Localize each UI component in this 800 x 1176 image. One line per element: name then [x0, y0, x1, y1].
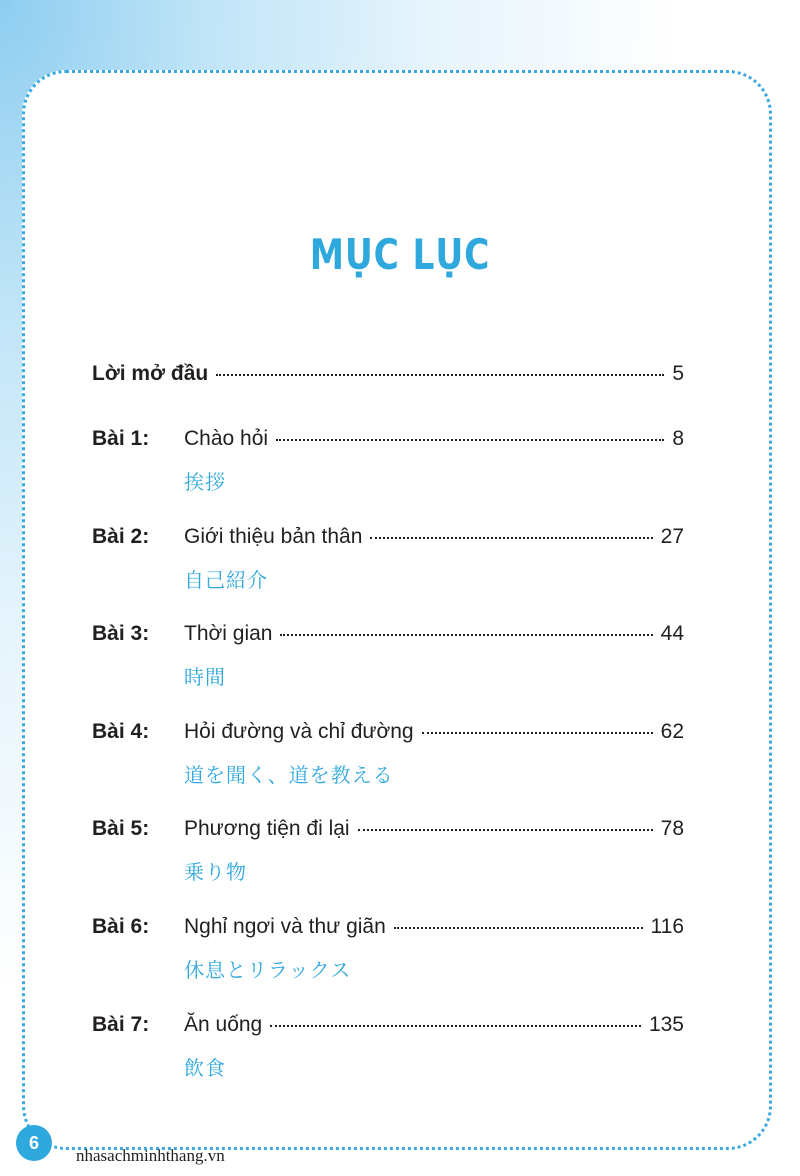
toc-row-lesson-1[interactable]: [92, 427, 684, 451]
lesson-title: Thời gian: [184, 622, 273, 645]
lesson-label: Bài 1:: [92, 427, 150, 450]
lesson-title: Nghỉ ngơi và thư giãn: [184, 915, 386, 938]
lesson-page: 27: [660, 525, 684, 548]
page-number-badge: 6: [16, 1125, 52, 1161]
lesson-title: Giới thiệu bản thân: [184, 525, 363, 548]
toc-intro-page: 5: [672, 362, 684, 385]
website-footer: nhasachminhthang.vn: [76, 1146, 225, 1165]
toc-leader-dots: [422, 732, 653, 734]
lesson-page: 78: [660, 817, 684, 840]
toc-leader-dots: [270, 1025, 641, 1027]
toc-row-lesson-3[interactable]: [92, 622, 684, 646]
lesson-japanese-title: 挨拶: [184, 470, 226, 494]
lesson-page: 62: [660, 720, 684, 743]
lesson-label: Bài 6:: [92, 915, 150, 938]
lesson-title: Phương tiện đi lại: [184, 817, 350, 840]
lesson-label: Bài 5:: [92, 817, 150, 840]
lesson-japanese-title: 飲食: [184, 1056, 226, 1080]
toc-row-lesson-7[interactable]: [92, 1013, 684, 1037]
toc-leader-dots: [276, 439, 664, 441]
lesson-title: Hỏi đường và chỉ đường: [184, 720, 414, 743]
toc-leader-dots: [370, 537, 652, 539]
toc-row-lesson-4[interactable]: [92, 720, 684, 744]
page-title: MỤC LỤC: [309, 230, 491, 279]
lesson-page: 116: [650, 915, 684, 938]
toc-row-lesson-5[interactable]: [92, 817, 684, 841]
lesson-label: Bài 4:: [92, 720, 150, 743]
toc-intro-label: Lời mở đầu: [92, 362, 209, 385]
lesson-label: Bài 3:: [92, 622, 150, 645]
lesson-page: 8: [672, 427, 684, 450]
lesson-label: Bài 7:: [92, 1013, 150, 1036]
toc-leader-dots: [280, 634, 652, 636]
toc-leader-dots: [358, 829, 653, 831]
toc-row-intro[interactable]: [92, 362, 684, 386]
toc-leader-dots: [216, 374, 664, 376]
toc-row-lesson-6[interactable]: [92, 915, 684, 939]
lesson-label: Bài 2:: [92, 525, 150, 548]
lesson-page: 44: [660, 622, 684, 645]
lesson-japanese-title: 道を聞く、道を教える: [184, 763, 394, 787]
lesson-japanese-title: 時間: [184, 665, 226, 689]
lesson-japanese-title: 自己紹介: [184, 568, 268, 592]
lesson-japanese-title: 休息とリラックス: [184, 958, 352, 982]
lesson-title: Ăn uống: [184, 1013, 263, 1036]
lesson-page: 135: [648, 1013, 684, 1036]
toc-leader-dots: [394, 927, 643, 929]
lesson-title: Chào hỏi: [184, 427, 269, 450]
toc-row-lesson-2[interactable]: [92, 525, 684, 549]
lesson-japanese-title: 乗り物: [184, 860, 247, 884]
